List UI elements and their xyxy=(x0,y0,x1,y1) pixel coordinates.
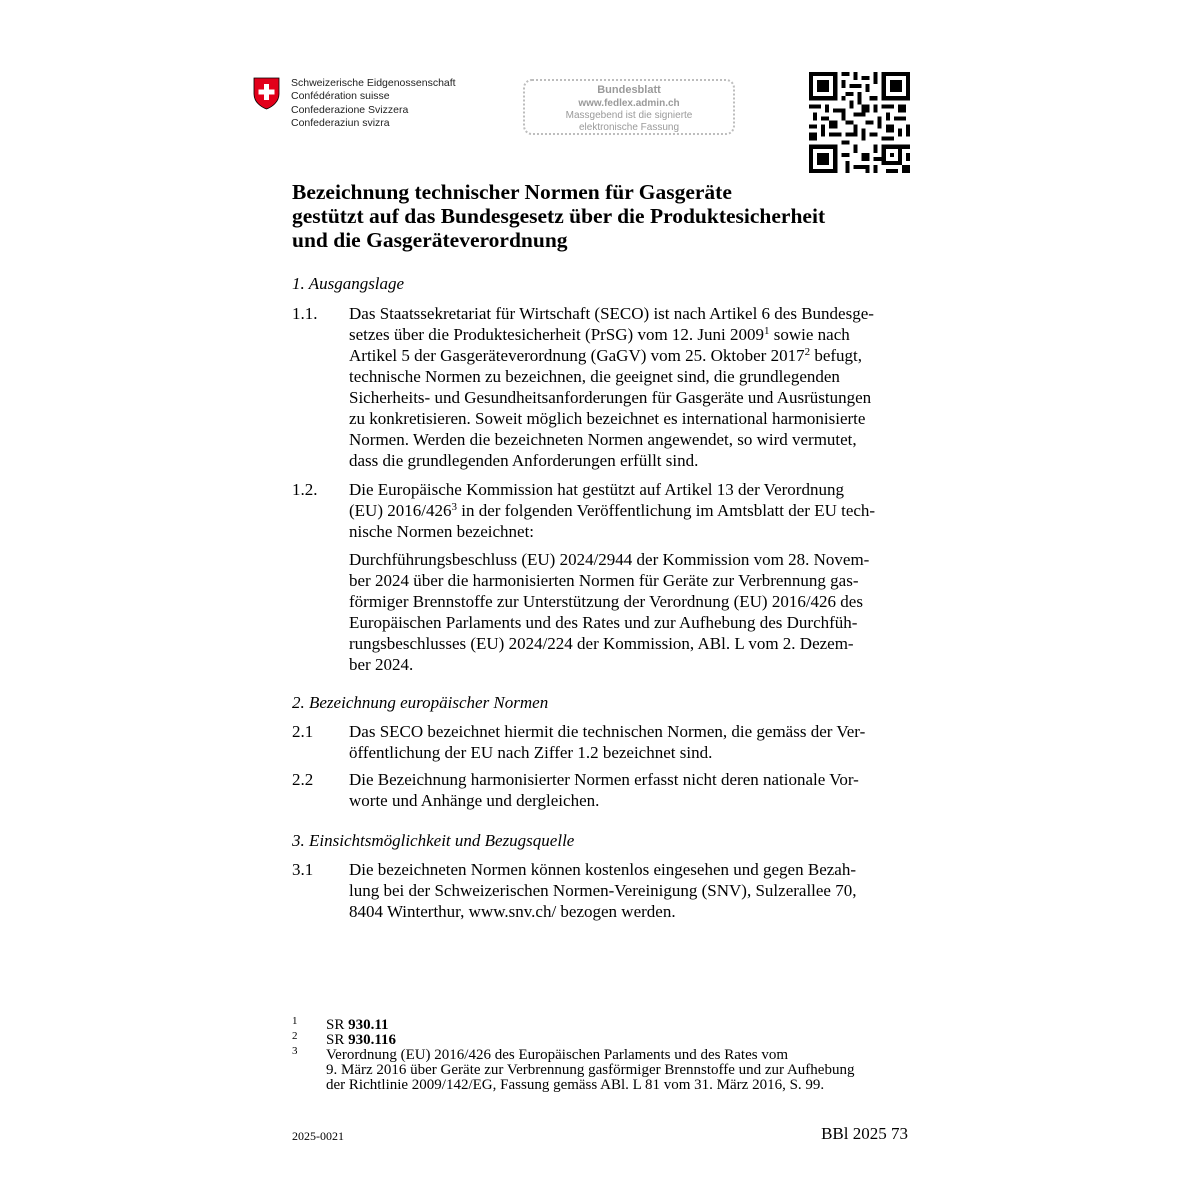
agency-line-it: Confederazione Svizzera xyxy=(291,103,409,116)
stamp-note-1: Massgebend ist die signierte xyxy=(565,110,693,121)
text-line: sowie nach xyxy=(769,325,850,344)
text-line: zu konkretisieren. Soweit möglich bezeichnet es international harmonisierte xyxy=(349,409,866,428)
paragraph-number: 2.1 xyxy=(292,722,314,741)
stamp-url: www.fedlex.admin.ch xyxy=(578,98,680,109)
publication-stamp xyxy=(523,79,735,135)
qr-code-icon xyxy=(809,72,910,173)
footnote-1 xyxy=(292,1015,912,1033)
paragraph-1-1 xyxy=(292,303,908,471)
text-line: Das Staatssekretariat für Wirtschaft (SECO) ist nach Artikel 6 des Bundesge- xyxy=(349,304,874,323)
agency-line-rm: Confederaziun svizra xyxy=(291,116,390,129)
text-line: ber 2024. xyxy=(349,655,414,674)
paragraph-3-1 xyxy=(292,859,908,922)
footnote-sr-link[interactable]: 930.11 xyxy=(348,1017,389,1033)
footnote-mark: 2 xyxy=(292,1030,298,1042)
title-line-2: gestützt auf das Bundesgesetz über die Produktesicherheit xyxy=(292,204,826,228)
text-line: in der folgenden Veröffentlichung im Amtsblatt der EU tech- xyxy=(456,501,876,520)
agency-name-block xyxy=(291,77,456,130)
stamp-note-2: elektronische Fassung xyxy=(578,122,680,133)
section-heading-2: 2. Bezeichnung europäischer Normen xyxy=(292,693,549,712)
paragraph-1-2 xyxy=(292,479,908,542)
footnote-line: der Richtlinie 2009/142/EG, Fassung gemäss ABl. L 81 vom 31. März 2016, S. 99. xyxy=(326,1077,825,1093)
paragraph-2-1 xyxy=(292,721,908,763)
paragraph-number: 3.1 xyxy=(292,860,314,879)
text-line: förmiger Brennstoffe zur Unterstützung der Verordnung (EU) 2016/426 des xyxy=(349,592,863,611)
footnote-2 xyxy=(292,1030,912,1048)
text-line: ber 2024 über die harmonisierten Normen für Geräte zur Verbrennung gas- xyxy=(349,571,859,590)
agency-line-fr: Confédération suisse xyxy=(291,90,390,103)
footnote-3 xyxy=(292,1045,912,1093)
text-line: Artikel 5 der Gasgeräteverordnung (GaGV) vom 25. Oktober 2017 xyxy=(349,346,805,365)
text-line: Sicherheits- und Gesundheitsanforderungen für Gasgeräte und Ausrüstungen xyxy=(349,388,872,407)
section-heading-3: 3. Einsichtsmöglichkeit und Bezugsquelle xyxy=(292,831,575,850)
text-line: Durchführungsbeschluss (EU) 2024/2944 der Kommission vom 28. Novem- xyxy=(349,550,870,569)
agency-line-de: Schweizerische Eidgenossenschaft xyxy=(291,77,456,89)
paragraph-number: 1.1. xyxy=(292,304,318,323)
text-line: nische Normen bezeichnet: xyxy=(349,522,535,541)
paragraph-number: 2.2 xyxy=(292,770,314,789)
footnote-line: Verordnung (EU) 2016/426 des Europäischen Parlaments und des Rates vom xyxy=(326,1047,788,1063)
paragraph-1-2-quote xyxy=(292,549,908,675)
text-line: technische Normen zu bezeichnen, die geeignet sind, die grundlegenden xyxy=(349,367,840,386)
document-title xyxy=(292,180,912,252)
stamp-title: Bundesblatt xyxy=(597,84,661,96)
footnote-ref[interactable]: 3 xyxy=(451,501,457,513)
paragraph-2-2 xyxy=(292,769,908,811)
text-line: Normen. Werden die bezeichneten Normen angewendet, so wird vermutet, xyxy=(349,430,857,449)
text-line: dass die grundlegenden Anforderungen erfüllt sind. xyxy=(349,451,699,470)
text-line: Die bezeichneten Normen können kostenlos eingesehen und gegen Bezah- xyxy=(349,860,856,879)
footnote-ref[interactable]: 2 xyxy=(804,346,811,358)
title-line-3: und die Gasgeräteverordnung xyxy=(292,228,568,252)
paragraph-number: 1.2. xyxy=(292,480,318,499)
text-line: setzes über die Produktesicherheit (PrSG) vom 12. Juni 2009 xyxy=(349,325,765,344)
text-line: lung bei der Schweizerischen Normen-Vereinigung (SNV), Sulzerallee 70, xyxy=(349,881,857,900)
text-line: rungsbeschlusses (EU) 2024/224 der Kommission, ABl. L vom 2. Dezem- xyxy=(349,634,854,653)
footnote-mark: 3 xyxy=(292,1045,298,1057)
footnote-sr-link[interactable]: 930.116 xyxy=(348,1032,397,1048)
section-heading-1: 1. Ausgangslage xyxy=(292,274,405,293)
text-line: Europäischen Parlaments und des Rates und zur Aufhebung des Durchfüh- xyxy=(349,613,858,632)
text-line: Die Bezeichnung harmonisierter Normen erfasst nicht deren nationale Vor- xyxy=(349,770,859,789)
text-line: worte und Anhänge und dergleichen. xyxy=(349,791,600,810)
text-line: öffentlichung der EU nach Ziffer 1.2 bezeichnet sind. xyxy=(349,743,713,762)
text-line: (EU) 2016/426 xyxy=(349,501,452,520)
text-line: Die Europäische Kommission hat gestützt auf Artikel 13 der Verordnung xyxy=(349,480,844,499)
bbl-citation: BBl 2025 73 xyxy=(821,1124,908,1143)
text-line: 8404 Winterthur, www.snv.ch/ bezogen werden. xyxy=(349,902,676,921)
footnote-ref[interactable]: 1 xyxy=(764,325,770,337)
footnote-prefix: SR xyxy=(326,1032,349,1048)
footnote-line: 9. März 2016 über Geräte zur Verbrennung gasförmiger Brennstoffe und zur Aufhebung xyxy=(326,1062,855,1078)
text-line: Das SECO bezeichnet hiermit die technischen Normen, die gemäss der Ver- xyxy=(349,722,866,741)
swiss-cross-icon xyxy=(253,77,280,110)
footnote-prefix: SR xyxy=(326,1017,349,1033)
footnote-mark: 1 xyxy=(292,1015,298,1027)
text-line: befugt, xyxy=(810,346,863,365)
title-line-1: Bezeichnung technischer Normen für Gasgeräte xyxy=(292,180,732,204)
document-number: 2025-0021 xyxy=(292,1129,344,1143)
